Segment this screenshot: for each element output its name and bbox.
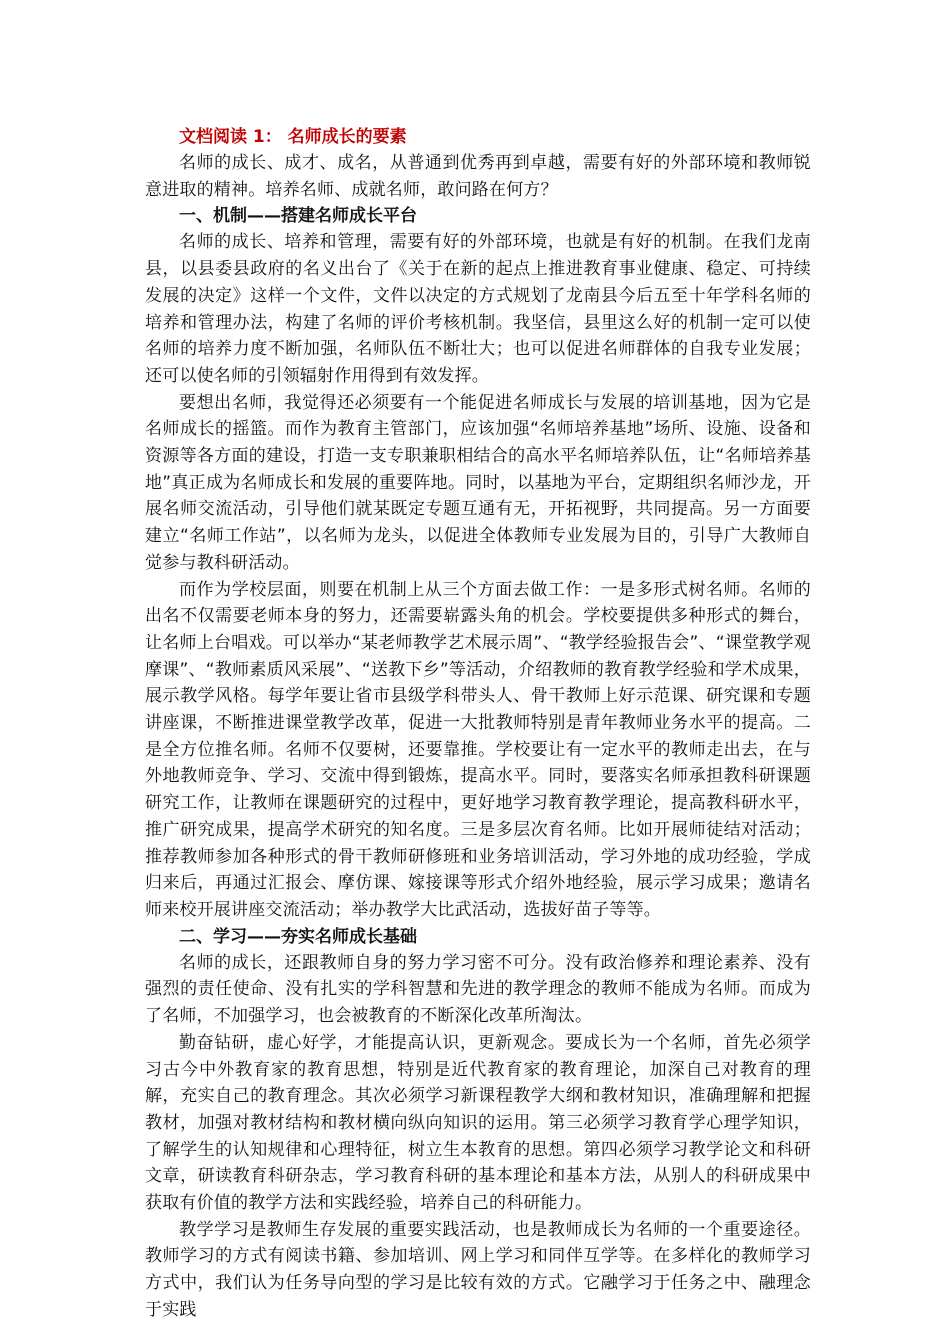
paragraph: 而作为学校层面，则要在机制上从三个方面去做工作：一是多形式树名师。名师的出名不仅需要老师本身的努力，还需要崭露头角的机会。学校要提供多种形式的舞台，让名师上台唱戏。可以举办“某老师教学艺术展示周”、“教学经验报告会”、“课堂教学观摩课”、“教师素质风采展”、“送教下乡”等活动，介绍教师的教育教学经验和学术成果，展示教学风格。每学年要让省市县级学科带头人、骨干教师上好示范课、研究课和专题讲座课，不断推进课堂教学改革，促进一大批教师特别是青年教师业务水平的提高。二是全方位推名师。名师不仅要树，还要靠推。学校要让有一定水平的教师走出去，在与外地教师竞争、学习、交流中得到锻炼，提高水平。同时，要落实名师承担教科研课题研究工作，让教师在课题研究的过程中，更好地学习教育教学理论，提高教科研水平，推广研究成果，提高学术研究的知名度。三是多层次育名师。比如开展师徒结对活动；推荐教师参加各种形式的骨干教师研修班和业务培训活动，学习外地的成功经验，学成归来后，再通过汇报会、摩仿课、嫁接课等形式介绍外地经验，展示学习成果；邀请名师来校开展讲座交流活动；举办教学大比武活动，选拔好苗子等等。 <box>145 579 811 920</box>
document-page <box>145 124 811 1324</box>
paragraph: 要想出名师，我觉得还必须要有一个能促进名师成长与发展的培训基地，因为它是名师成长的摇篮。而作为教育主管部门，应该加强“名师培养基地”场所、设施、设备和资源等各方面的建设，打造一支专职兼职相结合的高水平名师培养队伍，让“名师培养基地”真正成为名师成长和发展的重要阵地。同时，以基地为平台，定期组织名师沙龙，开展名师交流活动，引导他们就某既定专题互通有无，开拓视野，共同提高。另一方面要建立“名师工作站”，以名师为龙头，以促进全体教师专业发展为目的，引导广大教师自觉参与教科研活动。 <box>145 392 811 573</box>
intro-paragraph: 名师的成长、成才、成名，从普通到优秀再到卓越，需要有好的外部环境和教师锐意进取的精神。培养名师、成就名师，敢问路在何方？ <box>145 153 811 200</box>
section-heading-mechanism: 一、机制——搭建名师成长平台 <box>179 206 417 227</box>
paragraph: 教学学习是教师生存发展的重要实践活动，也是教师成长为名师的一个重要途径。教师学习的方式有阅读书籍、参加培训、网上学习和同伴互学等。在多样化的教师学习方式中，我们认为任务导向型的学习是比较有效的方式。它融学习于任务之中、融理念于实践 <box>145 1219 811 1320</box>
paragraph: 勤奋钻研，虚心好学，才能提高认识，更新观念。要成长为一个名师，首先必须学习古今中外教育家的教育思想，特别是近代教育家的教育理论，加深自己对教育的理解，充实自己的教育理念。其次必须学习新课程教学大纲和教材知识，准确理解和把握教材，加强对教材结构和教材横向纵向知识的运用。第三必须学习教育学心理学知识，了解学生的认知规律和心理特征，树立生本教育的思想。第四必须学习教学论文和科研文章，研读教育科研杂志，学习教育科研的基本理论和基本方法，从别人的科研成果中获取有价值的教学方法和实践经验，培养自己的科研能力。 <box>145 1032 811 1214</box>
paragraph: 名师的成长、培养和管理，需要有好的外部环境，也就是有好的机制。在我们龙南县，以县委县政府的名义出台了《关于在新的起点上推进教育事业健康、稳定、可持续发展的决定》这样一个文件，文件以决定的方式规划了龙南县今后五至十年学科名师的培养和管理办法，构建了名师的评价考核机制。我坚信，县里这么好的机制一定可以使名师的培养力度不断加强，名师队伍不断壮大；也可以促进名师群体的自我专业发展；还可以使名师的引领辐射作用得到有效发挥。 <box>145 232 811 386</box>
paragraph: 名师的成长，还跟教师自身的努力学习密不可分。没有政治修养和理论素养、没有强烈的责任使命、没有扎实的学科智慧和先进的教学理念的教师不能成为名师。而成为了名师，不加强学习，也会被教育的不断深化改革所淘汰。 <box>145 952 811 1027</box>
document-title: 文档阅读 1： 名师成长的要素 <box>179 127 407 147</box>
section-heading-learning: 二、学习——夯实名师成长基础 <box>179 926 417 947</box>
